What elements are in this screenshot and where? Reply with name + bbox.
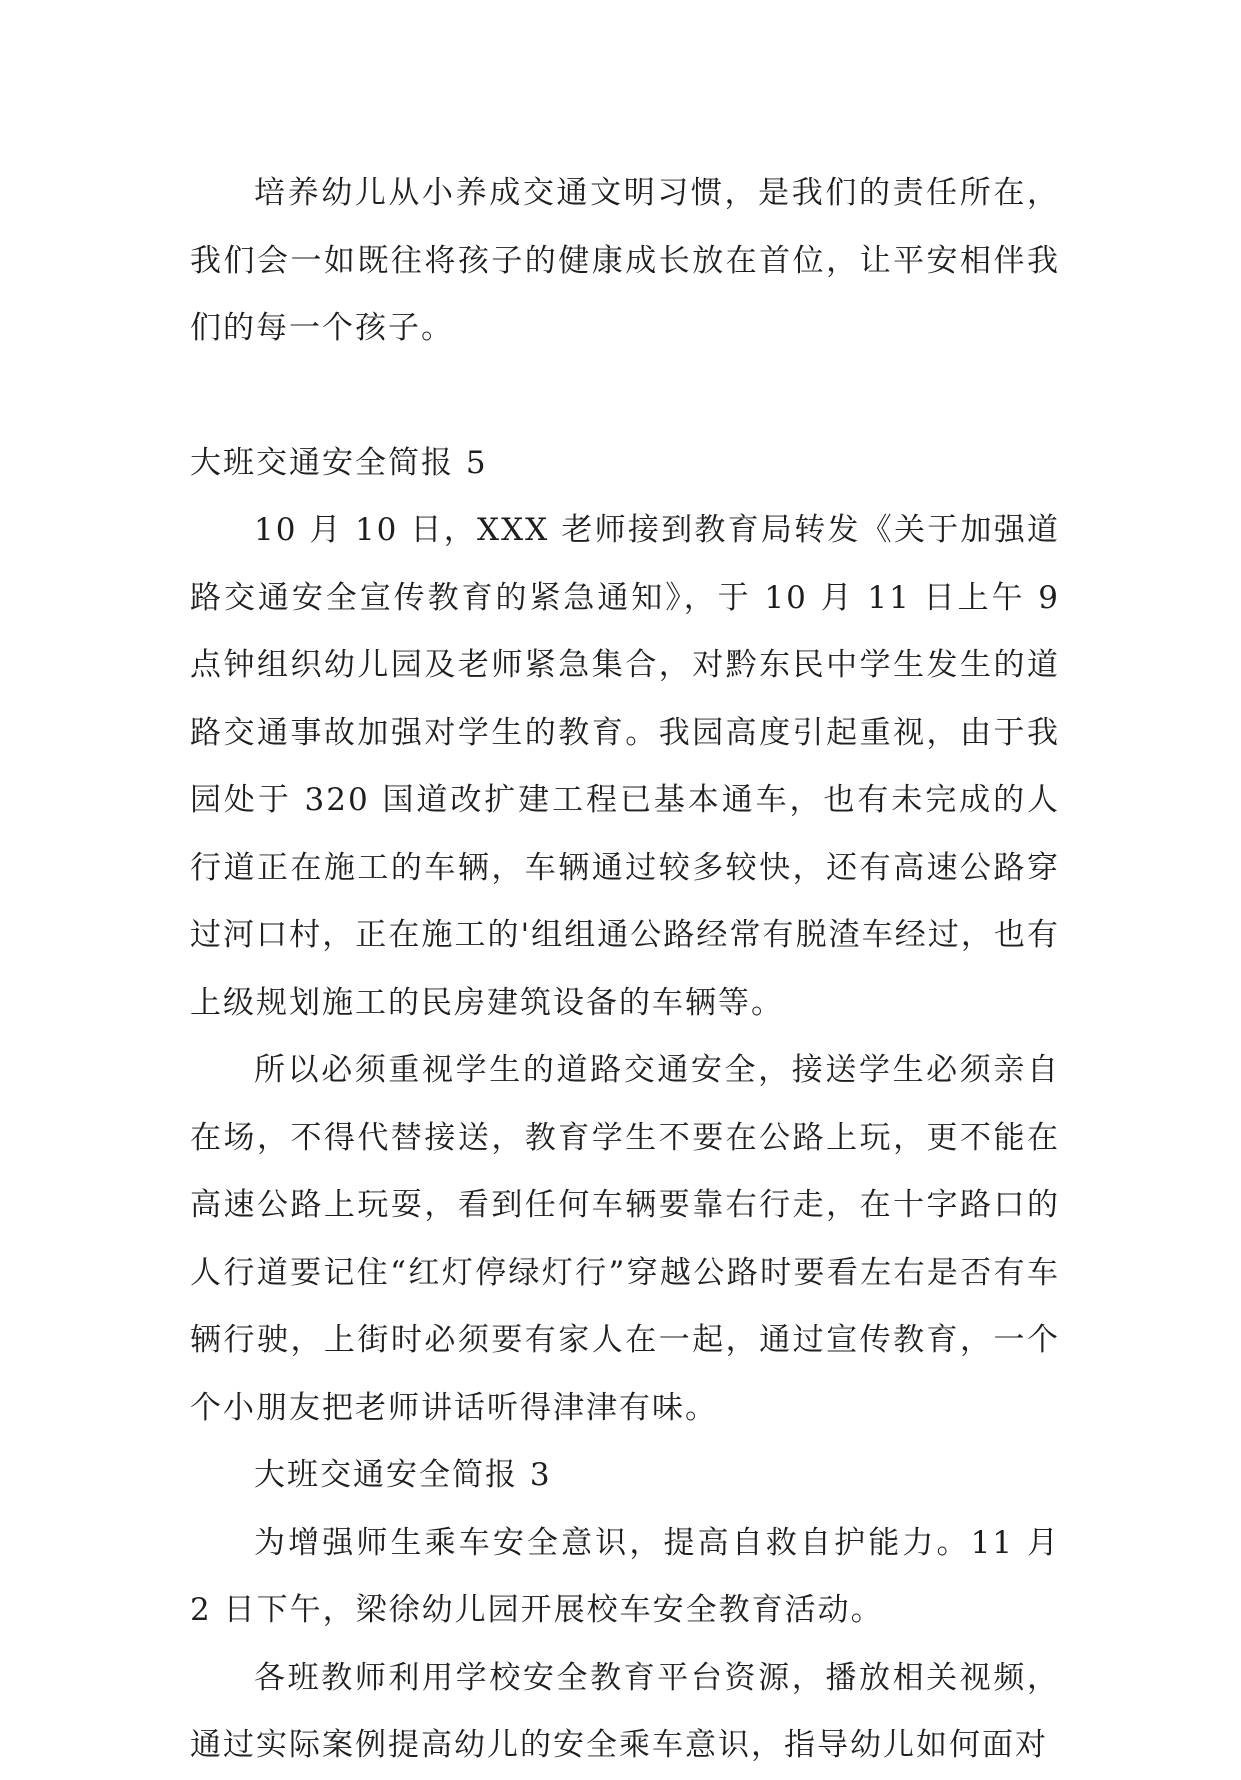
section-heading-3: 大班交通安全简报 3 bbox=[254, 1457, 552, 1493]
paragraph-safety-rules: 所以必须重视学生的道路交通安全，接送学生必须亲自在场，不得代替接送，教育学生不要在公路上玩，更不能在高速公路上玩耍，看到任何车辆要靠右行走，在十字路口的人行道要记住“红灯停绿灯行”穿越公路时要看左右是否有车辆行驶，上街时必须要有家人在一起，通过宣传教育，一个个小朋友把老师讲话听得津津有味。 bbox=[190, 1052, 1060, 1426]
paragraph-gap bbox=[190, 363, 1060, 430]
paragraph-bus-safety: 为增强师生乘车安全意识，提高自救自护能力。11 月 2 日下午，梁徐幼儿园开展校车安全教育活动。 bbox=[190, 1524, 1060, 1628]
paragraph-teachers: 各班教师利用学校安全教育平台资源，播放相关视频，通过实际案例提高幼儿的安全乘车意识，指导幼儿如何面对 bbox=[190, 1659, 1060, 1763]
document-body bbox=[190, 160, 1060, 1780]
section-heading-5: 大班交通安全简报 5 bbox=[190, 444, 488, 481]
paragraph-notice: 10 月 10 日，XXX 老师接到教育局转发《关于加强道路交通安全宣传教育的紧急通知》，于 10 月 11 日上午 9 点钟组织幼儿园及老师紧急集合，对黔东民中学生发生的道路交通事故加强对学生的教育。我园高度引起重视，由于我园处于 320 国道改扩建工程已基本通车，也有未完成的人行道正在施工的车辆，车辆通过较多较快，还有高速公路穿过河口村，正在施工的'组组通公路经常有脱渣车经过，也有上级规划施工的民房建筑设备的车辆等。 bbox=[190, 512, 1060, 1021]
paragraph-closing: 培养幼儿从小养成交通文明习惯，是我们的责任所在，我们会一如既往将孩子的健康成长放在首位，让平安相伴我们的每一个孩子。 bbox=[190, 175, 1060, 346]
